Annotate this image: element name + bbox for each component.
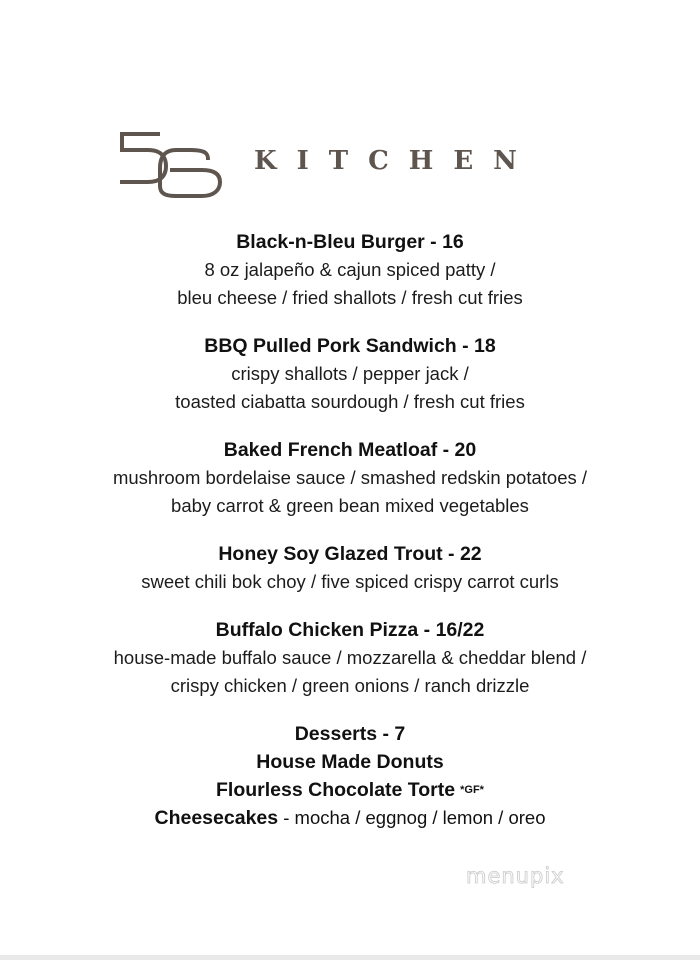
dessert-cheesecakes-row [0, 804, 700, 832]
menu-item [0, 332, 700, 416]
bottom-edge [0, 955, 700, 960]
menu-item [0, 436, 700, 520]
menu-item [0, 540, 700, 596]
menu-item-description: crispy shallots / pepper jack / [231, 363, 469, 384]
menu-item [0, 616, 700, 700]
menupix-watermark: menupix [466, 864, 565, 888]
brand-word: KITCHEN [254, 146, 537, 176]
dessert-torte: Flourless Chocolate Torte [216, 779, 456, 801]
menu-item [0, 228, 700, 312]
menu-item-description: sweet chili bok choy / five spiced crispy carrot curls [141, 571, 559, 592]
menu-item-title: Buffalo Chicken Pizza - 16/22 [215, 619, 485, 641]
menu-item-description: toasted ciabatta sourdough / fresh cut fries [175, 391, 525, 412]
menu-item-description: house-made buffalo sauce / mozzarella & cheddar blend / [113, 647, 587, 668]
dessert-torte-row [0, 776, 700, 804]
menu-item-title: BBQ Pulled Pork Sandwich - 18 [204, 335, 496, 357]
menu-item-title: Baked French Meatloaf - 20 [223, 439, 477, 461]
restaurant-logo-icon [118, 128, 226, 200]
menu-item-description: mushroom bordelaise sauce / smashed redskin potatoes / [112, 467, 588, 488]
menu-item-description: crispy chicken / green onions / ranch drizzle [170, 675, 530, 696]
menu-item-description: 8 oz jalapeño & cajun spiced patty / [204, 259, 496, 280]
restaurant-header [118, 128, 578, 200]
menu-item-title: Honey Soy Glazed Trout - 22 [218, 543, 482, 565]
desserts-section [0, 720, 700, 832]
menu-item-title: Black-n-Bleu Burger - 16 [236, 231, 464, 253]
dessert-cheesecakes-flavors: - mocha / eggnog / lemon / oreo [278, 807, 546, 828]
menu-list [0, 228, 700, 852]
gluten-free-tag: *GF* [460, 784, 484, 796]
dessert-donuts: House Made Donuts [256, 751, 444, 773]
menu-item-description: bleu cheese / fried shallots / fresh cut fries [177, 287, 523, 308]
menu-item-description: baby carrot & green bean mixed vegetables [171, 495, 529, 516]
desserts-title: Desserts - 7 [294, 723, 406, 745]
dessert-cheesecakes-label: Cheesecakes [154, 807, 279, 829]
